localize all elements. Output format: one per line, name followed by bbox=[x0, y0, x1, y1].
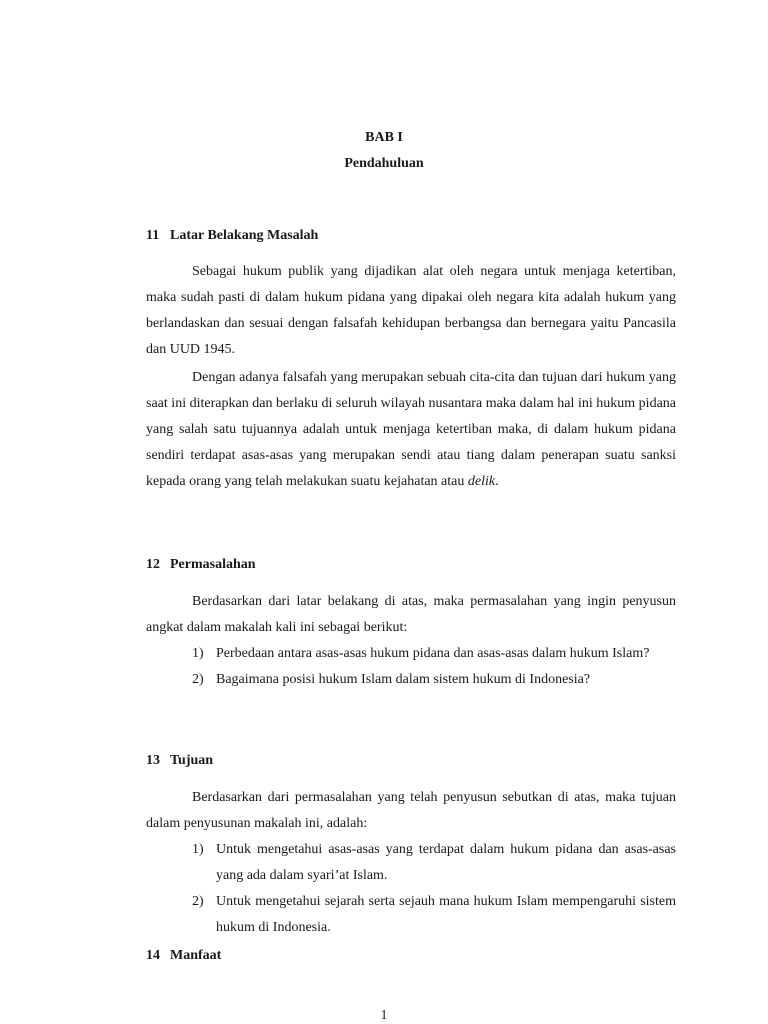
paragraph-text: Dengan adanya falsafah yang merupakan sebuah cita-cita dan tujuan dari hukum yang saat ini diterapkan dan berlaku di seluruh wilayah nusantara maka dalam hal ini hukum pidana yang salah satu tujuannya adalah untuk menjaga ketertiban maka, di dalam hukum pidana sendiri terdapat asas-asas yang merupakan sendi atau tiang dalam penerapan suatu sanksi kepada orang yang telah melakukan suatu kejahatan atau bbox=[146, 370, 676, 489]
paragraph-permasalahan-intro: Berdasarkan dari latar belakang di atas, maka permasalahan yang ingin penyusun angkat dalam makalah kali ini sebagai berikut: bbox=[146, 594, 676, 635]
list-item bbox=[146, 837, 676, 889]
section-heading-manfaat bbox=[146, 948, 221, 964]
list-item-text: Untuk mengetahui sejarah serta sejauh mana hukum Islam mempengaruhi sistem hukum di Indonesia. bbox=[216, 894, 676, 935]
list-tujuan bbox=[146, 837, 676, 941]
paragraph-latar-belakang-1: Sebagai hukum publik yang dijadikan alat oleh negara untuk menjaga ketertiban, maka sudah pasti di dalam hukum pidana yang dipakai oleh negara kita adalah hukum yang berlandaskan dan sesuai dengan falsafah kehidupan berbangsa dan bernegara yaitu Pancasila dan UUD 1945. bbox=[146, 264, 676, 357]
list-marker: 1) bbox=[192, 842, 204, 857]
list-item bbox=[146, 889, 676, 941]
section-heading-latar-belakang bbox=[146, 228, 318, 244]
chapter-number: BAB I bbox=[365, 130, 403, 145]
list-item bbox=[146, 667, 676, 693]
page-number: 1 bbox=[380, 1008, 388, 1023]
section-title: Latar Belakang Masalah bbox=[170, 228, 319, 243]
section-title: Manfaat bbox=[170, 948, 222, 963]
section-number: 14 bbox=[146, 948, 160, 963]
list-item-text: Bagaimana posisi hukum Islam dalam sistem hukum di Indonesia? bbox=[216, 672, 591, 687]
list-marker: 2) bbox=[192, 894, 204, 909]
section-title: Permasalahan bbox=[170, 557, 256, 572]
italic-term: delik bbox=[467, 474, 496, 489]
paragraph-latar-belakang-2 bbox=[146, 365, 676, 495]
chapter-title: Pendahuluan bbox=[344, 156, 424, 171]
section-number: 11 bbox=[146, 228, 160, 243]
section-number: 12 bbox=[146, 557, 160, 572]
list-item-text: Untuk mengetahui asas-asas yang terdapat dalam hukum pidana dan asas-asas yang ada dalam syari’at Islam. bbox=[216, 842, 676, 883]
list-permasalahan bbox=[146, 641, 676, 693]
paragraph-tujuan-intro: Berdasarkan dari permasalahan yang telah penyusun sebutkan di atas, maka tujuan dalam penyusunan makalah ini, adalah: bbox=[146, 790, 676, 831]
section-title: Tujuan bbox=[170, 753, 214, 768]
list-marker: 1) bbox=[192, 646, 204, 661]
section-number: 13 bbox=[146, 753, 160, 768]
paragraph-end: . bbox=[495, 474, 499, 489]
list-item-text: Perbedaan antara asas-asas hukum pidana dan asas-asas dalam hukum Islam? bbox=[216, 646, 650, 661]
list-marker: 2) bbox=[192, 672, 204, 687]
section-heading-tujuan bbox=[146, 753, 213, 769]
list-item bbox=[146, 641, 676, 667]
section-heading-permasalahan bbox=[146, 557, 256, 573]
